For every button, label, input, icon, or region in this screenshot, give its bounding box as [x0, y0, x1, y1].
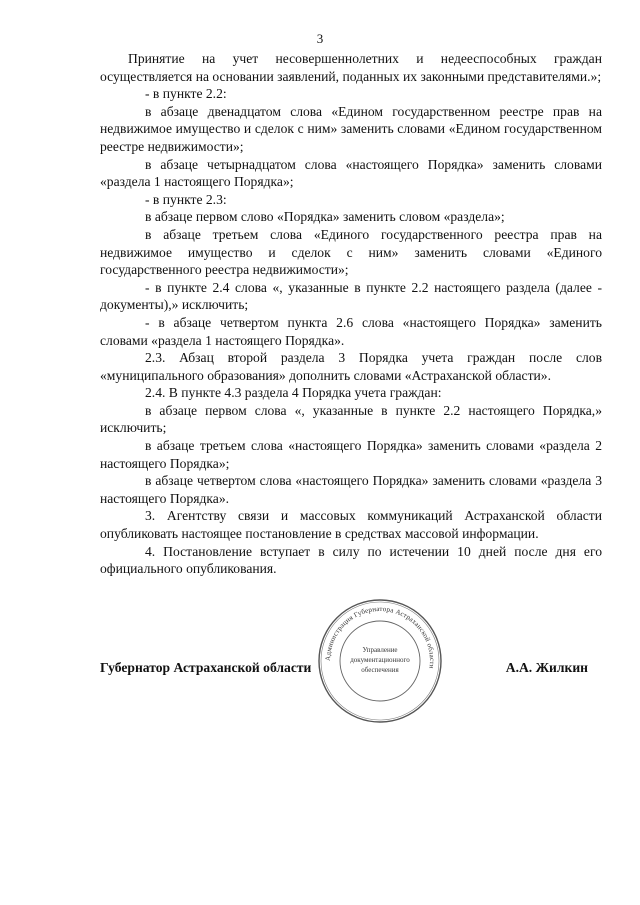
paragraph: в абзаце первом слова «, указанные в пункте 2.2 настоящего Порядка,» исключить; [100, 402, 602, 436]
paragraph: 2.3. Абзац второй раздела 3 Порядка учета граждан после слов «муниципального образования» дополнить словами «Астраханской области». [100, 350, 602, 383]
paragraph: 3. Агентству связи и массовых коммуникаций Астраханской области опубликовать настоящее постановление в средствах массовой информации. [100, 508, 602, 542]
seal-center-line: документационного [350, 656, 410, 664]
paragraph: в абзаце двенадцатом слова «Едином государственном реестре прав на недвижимое имущество и сделок с ним» заменить словами «Едином государственном реестре недвижимости»; [100, 103, 602, 154]
seal-center-line: Управление [362, 646, 398, 654]
paragraph: в абзаце третьем слова «Единого государственного реестра прав на недвижимое имущество и сделок с ним» заменить словами «Единого государственного реестра недвижимости»; [100, 226, 602, 278]
paragraph: Принятие на учет несовершеннолетних и недееспособных граждан осуществляется на основании заявлений, поданных их законными представителями.»; [100, 51, 602, 84]
paragraph: в абзаце четырнадцатом слова «настоящего Порядка» заменить словами «раздела 1 настоящего Порядка»; [100, 156, 602, 190]
paragraph: в абзаце четвертом слова «настоящего Порядка» заменить словами «раздела 3 настоящего Порядка». [100, 473, 602, 506]
paragraph: - в абзаце четвертом пункта 2.6 слова «настоящего Порядка» заменить словами «раздела 1 настоящего Порядка». [100, 314, 602, 348]
seal-ring-text: Администрация Губернатора Астраханской области [323, 604, 437, 670]
paragraph: в абзаце третьем слова «настоящего Порядка» заменить словами «раздела 2 настоящего Порядка»; [100, 438, 602, 471]
paragraph: - в пункте 2.3: [145, 191, 227, 207]
paragraph: в абзаце первом слово «Порядка» заменить словом «раздела»; [145, 209, 505, 225]
paragraph: - в пункте 2.2: [145, 86, 227, 102]
seal-center-line: обеспечения [361, 666, 399, 674]
signatory-position: Губернатор Астраханской области [100, 660, 312, 675]
page-number: 3 [316, 31, 324, 46]
paragraph: 2.4. В пункте 4.3 раздела 4 Порядка учета граждан: [145, 385, 442, 401]
official-seal [316, 597, 444, 725]
signatory-name: А.А. Жилкин [505, 660, 588, 675]
document-body [100, 50, 602, 578]
paragraph: 4. Постановление вступает в силу по истечении 10 дней после дня его официального опубликования. [100, 543, 602, 577]
paragraph: - в пункте 2.4 слова «, указанные в пункте 2.2 настоящего раздела (далее - документы),» исключить; [100, 279, 602, 313]
